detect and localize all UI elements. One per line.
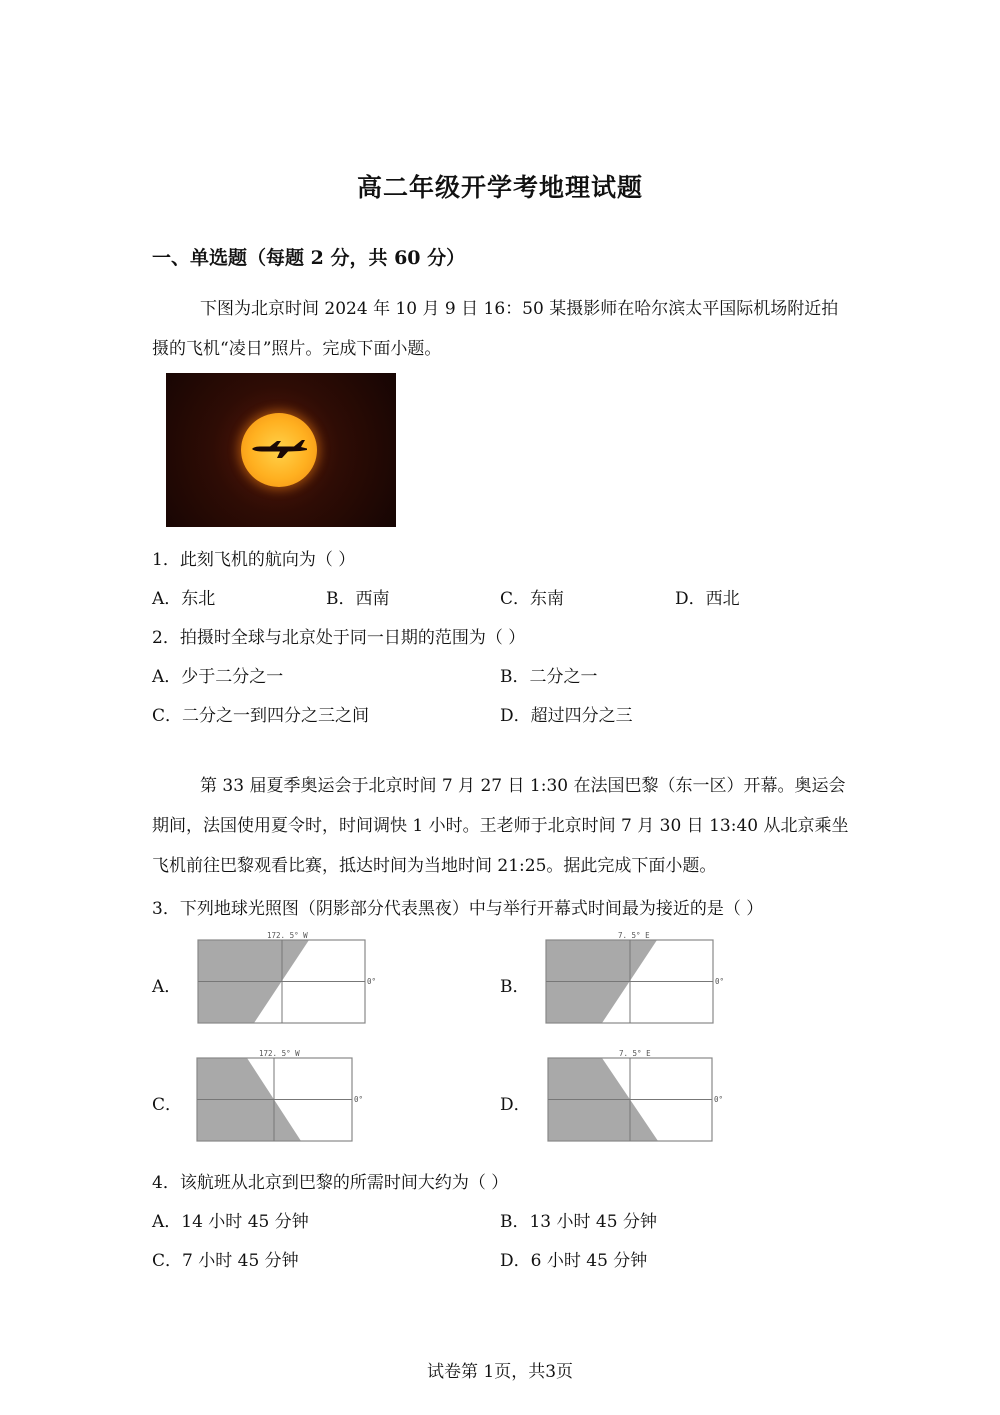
diagram-d-equator-label: 0°: [714, 1095, 724, 1104]
q2-option-a[interactable]: A．少于二分之一: [152, 667, 284, 687]
plane-silhouette-icon: [250, 437, 310, 461]
diagram-a-equator-label: 0°: [367, 977, 377, 986]
passage-1: 下图为北京时间 2024 年 10 月 9 日 16：50 某摄影师在哈尔滨太平国际机场附近拍摄的飞机“凌日”照片。完成下面小题。: [152, 299, 839, 359]
q3-option-b[interactable]: B．: [500, 977, 530, 997]
q3-option-d[interactable]: D．: [500, 1095, 531, 1115]
light-diagram-c: [195, 1046, 375, 1146]
light-diagram-a: [196, 928, 386, 1028]
q4-option-c[interactable]: C．7 小时 45 分钟: [152, 1251, 299, 1271]
q3-option-a[interactable]: A．: [152, 977, 182, 997]
light-diagram-d: [546, 1046, 731, 1146]
question-2-stem: 2．拍摄时全球与北京处于同一日期的范围为（ ）: [152, 628, 526, 648]
q1-option-b[interactable]: B．西南: [326, 589, 390, 609]
q2-option-b[interactable]: B．二分之一: [500, 667, 598, 687]
q2-option-d[interactable]: D．超过四分之三: [500, 706, 633, 726]
diagram-a-meridian-label: 172. 5° W: [267, 931, 308, 940]
q4-option-a[interactable]: A．14 小时 45 分钟: [152, 1212, 309, 1232]
q1-option-c[interactable]: C．东南: [500, 589, 565, 609]
page-title: 高二年级开学考地理试题: [356, 173, 643, 202]
q4-option-d[interactable]: D．6 小时 45 分钟: [500, 1251, 648, 1271]
q3-option-c[interactable]: C．: [152, 1095, 183, 1115]
page-footer: 试卷第 1页，共3页: [426, 1362, 574, 1382]
diagram-c-equator-label: 0°: [354, 1095, 364, 1104]
diagram-b-equator-label: 0°: [715, 977, 725, 986]
q4-option-b[interactable]: B．13 小时 45 分钟: [500, 1212, 657, 1232]
question-4-stem: 4．该航班从北京到巴黎的所需时间大约为（ ）: [152, 1173, 509, 1193]
section-heading: 一、单选题（每题 2 分，共 60 分）: [152, 247, 466, 269]
q1-option-d[interactable]: D．西北: [675, 589, 740, 609]
diagram-b-meridian-label: 7. 5° E: [618, 931, 650, 940]
q2-option-c[interactable]: C．二分之一到四分之三之间: [152, 706, 370, 726]
light-diagram-b: [544, 928, 734, 1028]
q1-option-a[interactable]: A．东北: [152, 589, 216, 609]
question-3-stem: 3．下列地球光照图（阴影部分代表黑夜）中与举行开幕式时间最为接近的是（ ）: [152, 899, 764, 919]
plane-transit-photo: [166, 373, 396, 527]
passage-2: 第 33 届夏季奥运会于北京时间 7 月 27 日 1:30 在法国巴黎（东一区）开幕。奥运会期间，法国使用夏令时，时间调快 1 小时。王老师于北京时间 7 月 30 日 13:40 从北京乘坐飞机前往巴黎观看比赛，抵达时间为当地时间 21:25。据此完成下面小题。: [152, 776, 849, 876]
diagram-d-meridian-label: 7. 5° E: [619, 1049, 651, 1058]
diagram-c-meridian-label: 172. 5° W: [259, 1049, 300, 1058]
question-1-stem: 1．此刻飞机的航向为（ ）: [152, 550, 356, 570]
